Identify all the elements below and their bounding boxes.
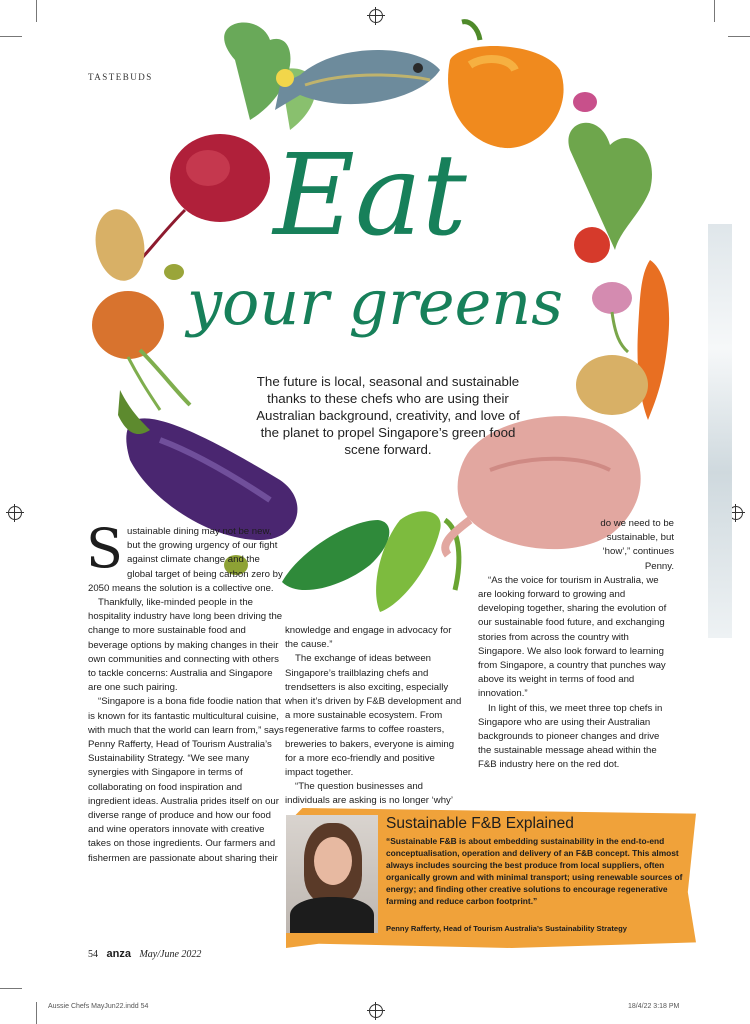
paragraph: ustainable dining may not be new, but the growing urgency of our fight against climate change and the global target of being carbon zero by 2050 means the solution is a collective one. (88, 526, 283, 594)
paragraph: knowledge and engage in advocacy for the cause.” (285, 625, 452, 651)
article-column-1 (86, 517, 284, 866)
paragraph: “As the voice for tourism in Australia, we are looking forward to growing and developing together, sharing the evolution of our sustainable food future, and exchanging stories from across the country with Singapore. We also look forward to learning from Singapore, a country that punches way above its weight in terms of food and innovation.” (478, 574, 667, 700)
headline-your-greens: your greens (186, 266, 564, 339)
crop-mark (0, 988, 22, 989)
portrait-photo (286, 815, 378, 933)
headline-eat: Eat (273, 131, 467, 261)
radish-icon (573, 92, 597, 112)
callout-quote: “Sustainable F&B is about embedding sustainability in the end-to-end conceptualisation, operation and delivery of an F&B concept. This almost always includes sourcing the best produce from local suppliers, often organically grown and with minimal transport; using renewable sources of energy; and finding other creative solutions to encourage regenerative farming and reduce carbon footprint.” (386, 836, 683, 906)
drop-cap: S (86, 517, 123, 580)
paragraph: “The question businesses and individuals are asking is no longer ‘why’ (285, 781, 453, 807)
paragraph: “Singapore is a bona fide foodie nation that is known for its fantastic multicultural cuisine, with much that the world can learn from,” says Penny Rafferty, Head of Tourism Australia’s Sustainability Strategy. “We see many synergies with Singapore in terms of collaborating on food inspiration and ingredient ideas. Australia prides itself on our diverse range of produce and how our food and wine operators innovate with creative takes on those ingredients. Our farmers and fishermen are passionate about sharing their (88, 696, 284, 864)
paragraph: In light of this, we meet three top chefs in Singapore who are using their Australian backgrounds to pioneer changes and drive the sustainable message ahead within the F&B industry here on the red dot. (478, 702, 663, 771)
crop-mark (36, 1002, 37, 1024)
potato-icon (576, 355, 648, 415)
page-number: 54 (88, 949, 98, 960)
registration-mark-icon (369, 1004, 383, 1018)
onion-icon (92, 291, 164, 359)
folio (88, 948, 201, 960)
paragraph: Thankfully, like-minded people in the hospitality industry have long been driving the change to more sustainable food and beverage options by making changes in their own communities and connecting with others to tackle concerns: Australia and Singapore are one such pairing. (88, 597, 283, 694)
standfirst: The future is local, seasonal and sustainable thanks to these chefs who are using their Australian background, creativity, and love of the planet to propel Singapore’s green food scene forward. (256, 374, 520, 457)
slug-timestamp: 18/4/22 3:18 PM (628, 1003, 680, 1010)
section-label: TASTEBUDS (88, 72, 153, 82)
cucumber-icon (282, 520, 389, 590)
issue-date: May/June 2022 (139, 949, 202, 960)
tomato-icon (574, 227, 610, 263)
slug-filename: Aussie Chefs MayJun22.indd 54 (48, 1003, 149, 1010)
callout-attribution: Penny Rafferty, Head of Tourism Australia’s Sustainability Strategy (386, 924, 627, 933)
paragraph: do we need to be sustainable, but ‘how’,” continues Penny. (600, 518, 674, 572)
magazine-name: anza (106, 948, 131, 960)
potato-icon (90, 205, 150, 284)
callout-title: Sustainable F&B Explained (386, 815, 574, 832)
garlic-icon (592, 282, 632, 314)
article-column-2 (285, 624, 463, 809)
article-column-3 (478, 517, 674, 773)
paragraph: The exchange of ideas between Singapore’s trailblazing chefs and trendsetters is also exciting, especially when it’s driven by F&B development and a more sustainable ecosystem. From regenerative farms to coffee roasters, breweries to bakers, everyone is aiming for a more eco-friendly and positive impact together. (285, 653, 462, 779)
